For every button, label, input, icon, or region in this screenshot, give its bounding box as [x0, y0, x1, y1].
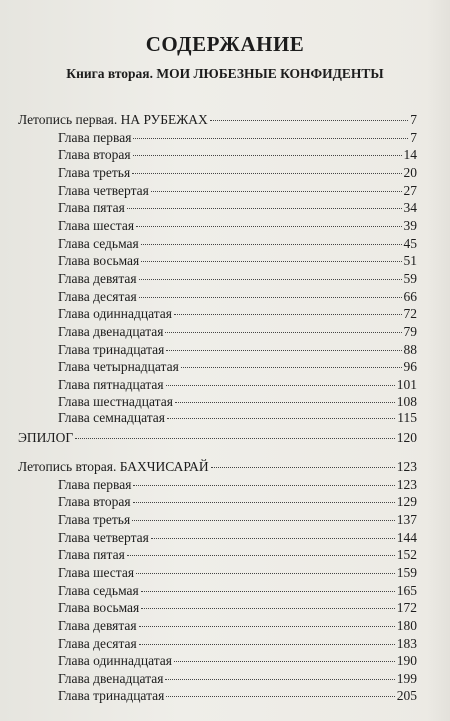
toc-chapter-entry	[58, 653, 417, 671]
toc-entry-label: Глава тринадцатая	[58, 342, 165, 357]
toc-entry-label: Глава четвертая	[58, 530, 149, 545]
toc-chapter-entry	[58, 547, 417, 565]
toc-entry-label: Глава седьмая	[58, 236, 139, 251]
toc-chapter-entry	[58, 477, 417, 495]
toc-leader-dots	[211, 467, 395, 468]
toc-page-number: 14	[403, 147, 417, 162]
page-title: СОДЕРЖАНИЕ	[145, 32, 305, 56]
toc-chapter-entry	[58, 512, 417, 530]
toc-entry-label: ЭПИЛОГ	[18, 430, 74, 445]
toc-leader-dots	[133, 155, 402, 156]
toc-entry-label: Глава девятая	[58, 271, 137, 286]
toc-chapter-entry	[58, 130, 417, 148]
toc-entry-label: Глава четвертая	[58, 183, 149, 198]
toc-page-number: 172	[396, 600, 417, 615]
toc-entry-label: Глава четырнадцатая	[58, 359, 179, 374]
toc-page-number: 34	[403, 200, 417, 215]
toc-section-entry	[18, 430, 417, 448]
toc-chapter-entry	[58, 565, 417, 583]
book-subtitle: Книга вторая. МОИ ЛЮБЕЗНЫЕ КОНФИДЕНТЫ	[66, 66, 384, 81]
toc-entry-label: Глава первая	[58, 130, 132, 145]
toc-entry-label: Глава седьмая	[58, 583, 139, 598]
toc-page-number: 27	[403, 183, 417, 198]
toc-leader-dots	[139, 279, 402, 280]
toc-leader-dots	[136, 573, 395, 574]
toc-chapter-entry	[58, 618, 417, 636]
toc-entry-label: Глава одиннадцатая	[58, 306, 172, 321]
toc-page-number: 72	[403, 306, 417, 321]
toc-entry-label: Глава третья	[58, 512, 131, 527]
toc-entry-label: Глава двенадцатая	[58, 671, 164, 686]
toc-chapter-entry	[58, 530, 417, 548]
toc-chapter-entry	[58, 324, 417, 342]
toc-page-number: 88	[403, 342, 417, 357]
toc-page-number: 96	[403, 359, 417, 374]
toc-leader-dots	[175, 402, 395, 403]
toc-chapter-entry	[58, 636, 417, 654]
toc-entry-label: Глава пятая	[58, 547, 125, 562]
toc-chapter-entry	[58, 359, 417, 377]
toc-chapter-entry	[58, 183, 417, 201]
toc-leader-dots	[136, 226, 401, 227]
toc-entry-label: Глава шестая	[58, 218, 135, 233]
toc-chapter-entry	[58, 253, 417, 271]
toc-page-number: 123	[396, 477, 417, 492]
toc-page-number: 123	[396, 459, 417, 474]
toc-leader-dots	[139, 644, 395, 645]
toc-chapter-entry	[58, 306, 417, 324]
toc-page-number: 45	[403, 236, 417, 251]
toc-chapter-entry	[58, 410, 417, 428]
toc-chapter-entry	[58, 165, 417, 183]
toc-entry-label: Глава тринадцатая	[58, 688, 165, 703]
toc-entry-label: Глава восьмая	[58, 253, 140, 268]
toc-entry-label: Глава одиннадцатая	[58, 653, 172, 668]
toc-chapter-entry	[58, 494, 417, 512]
toc-leader-dots	[166, 696, 394, 697]
toc-entry-label: Глава семнадцатая	[58, 410, 165, 425]
toc-leader-dots	[141, 591, 395, 592]
toc-leader-dots	[133, 138, 408, 139]
toc-leader-dots	[165, 332, 401, 333]
toc-entry-label: Глава двенадцатая	[58, 324, 164, 339]
toc-entry-label: Летопись вторая. БАХЧИСАРАЙ	[18, 459, 209, 474]
toc-leader-dots	[151, 191, 402, 192]
page-edge-shadow	[426, 0, 450, 721]
toc-chapter-entry	[58, 583, 417, 601]
toc-entry-label: Глава восьмая	[58, 600, 140, 615]
toc-page-number: 59	[403, 271, 417, 286]
toc-leader-dots	[139, 297, 402, 298]
toc-page-number: 183	[396, 636, 417, 651]
toc-leader-dots	[165, 679, 394, 680]
toc-leader-dots	[141, 261, 401, 262]
toc-page-number: 152	[396, 547, 417, 562]
toc-chapter-entry	[58, 271, 417, 289]
toc-entry-label: Глава пятая	[58, 200, 125, 215]
toc-page-number: 108	[396, 394, 417, 409]
toc-leader-dots	[141, 244, 402, 245]
toc-entry-label: Глава девятая	[58, 618, 137, 633]
toc-page-number: 66	[403, 289, 417, 304]
toc-entry-label: Глава десятая	[58, 289, 137, 304]
toc-page-number: 159	[396, 565, 417, 580]
toc-page-number: 144	[396, 530, 417, 545]
toc-chapter-entry	[58, 236, 417, 254]
toc-entry-label: Глава третья	[58, 165, 131, 180]
toc-leader-dots	[127, 555, 395, 556]
toc-leader-dots	[75, 438, 395, 439]
toc-page-number: 199	[396, 671, 417, 686]
toc-page-number: 20	[403, 165, 417, 180]
toc-leader-dots	[127, 208, 402, 209]
toc-leader-dots	[141, 608, 394, 609]
toc-leader-dots	[181, 367, 402, 368]
toc-page-number: 39	[403, 218, 417, 233]
toc-entry-label: Глава десятая	[58, 636, 137, 651]
toc-page-number: 101	[396, 377, 417, 392]
toc-leader-dots	[166, 350, 401, 351]
toc-page-number: 137	[396, 512, 417, 527]
toc-leader-dots	[139, 626, 395, 627]
toc-page-number: 51	[403, 253, 417, 268]
toc-chapter-entry	[58, 147, 417, 165]
toc-entry-label: Глава шестнадцатая	[58, 394, 173, 409]
toc-entry-label: Глава шестая	[58, 565, 135, 580]
toc-leader-dots	[174, 314, 402, 315]
toc-page-number: 115	[397, 410, 417, 425]
toc-leader-dots	[133, 485, 394, 486]
toc-leader-dots	[151, 538, 395, 539]
toc-chapter-entry	[58, 671, 417, 689]
toc-chapter-entry	[58, 342, 417, 360]
toc-entry-label: Глава пятнадцатая	[58, 377, 164, 392]
toc-leader-dots	[210, 120, 408, 121]
toc-leader-dots	[132, 173, 401, 174]
toc-page-number: 79	[403, 324, 417, 339]
toc-entry-label: Глава вторая	[58, 147, 131, 162]
toc-leader-dots	[174, 661, 395, 662]
toc-page-number: 129	[396, 494, 417, 509]
toc-entry-label: Летопись первая. НА РУБЕЖАХ	[18, 112, 208, 127]
toc-section-entry	[18, 459, 417, 477]
toc-leader-dots	[132, 520, 395, 521]
toc-chapter-entry	[58, 218, 417, 236]
toc-chapter-entry	[58, 200, 417, 218]
toc-page-number: 205	[396, 688, 417, 703]
toc-page-number: 120	[396, 430, 417, 445]
toc-chapter-entry	[58, 600, 417, 618]
toc-page-number: 7	[410, 130, 417, 145]
toc-entry-label: Глава вторая	[58, 494, 131, 509]
toc-leader-dots	[166, 385, 395, 386]
toc-chapter-entry	[58, 377, 417, 395]
toc-page-number: 7	[410, 112, 417, 127]
toc-leader-dots	[167, 418, 395, 419]
toc-chapter-entry	[58, 688, 417, 706]
toc-section-entry	[18, 112, 417, 130]
toc-chapter-entry	[58, 289, 417, 307]
toc-page-number: 165	[396, 583, 417, 598]
toc-page-number: 190	[396, 653, 417, 668]
toc-entry-label: Глава первая	[58, 477, 132, 492]
toc-leader-dots	[133, 502, 395, 503]
toc-page-number: 180	[396, 618, 417, 633]
